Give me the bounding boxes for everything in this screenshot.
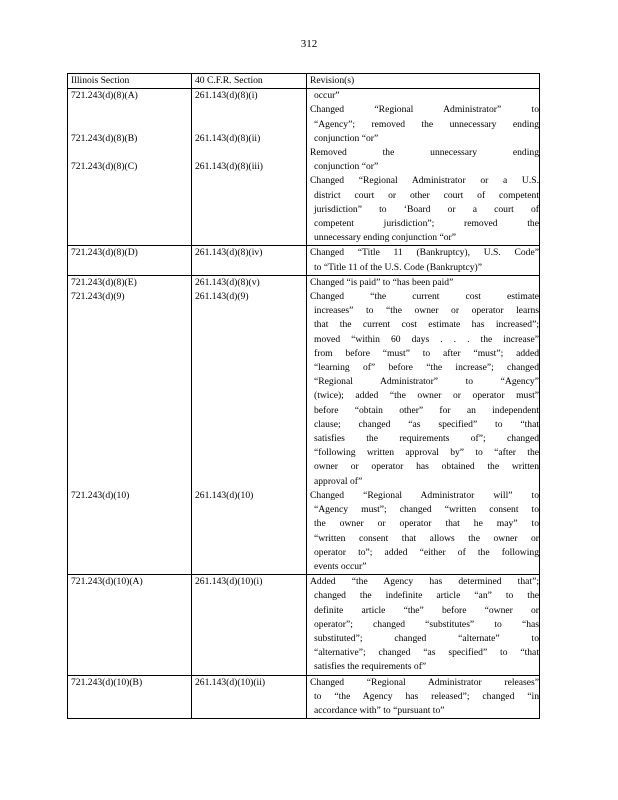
cfr-section: 261.143(d)(8)(iv) bbox=[195, 247, 263, 259]
revisions-table bbox=[67, 73, 540, 719]
revision-line: “Regional Administrator” to “Agency” bbox=[314, 376, 539, 388]
revision-cell bbox=[307, 575, 540, 675]
revision-line: conjunction “or” bbox=[314, 132, 379, 144]
cfr-section: 261.143(d)(10)(i) bbox=[195, 576, 263, 588]
illinois-section: 721.243(d)(8)(D) bbox=[71, 247, 138, 259]
cfr-section: 261.143(d)(9) bbox=[195, 291, 249, 303]
revision-line: “Agency must”; changed “written consent to bbox=[314, 504, 539, 516]
revision-line: “Agency”; removed the unnecessary ending bbox=[314, 118, 539, 130]
illinois-section: 721.243(d)(8)(C) bbox=[71, 161, 138, 173]
revision-line: (twice); added “the owner or operator must” bbox=[314, 390, 539, 402]
revision-line: that the current cost estimate has increased”; bbox=[314, 319, 539, 331]
revision-line: conjunction “or” bbox=[314, 161, 379, 173]
table-row bbox=[68, 675, 540, 719]
illinois-section: 721.243(d)(8)(E) bbox=[71, 276, 137, 288]
cfr-section-cell bbox=[192, 575, 307, 675]
revision-line: “written consent that allows the owner or bbox=[314, 532, 539, 544]
illinois-section-cell bbox=[68, 675, 192, 719]
revision-line: competent jurisdiction”; removed the bbox=[314, 218, 539, 230]
table-row bbox=[68, 246, 540, 275]
revision-line: to “Title 11 of the U.S. Code (Bankruptcy)” bbox=[314, 261, 482, 273]
table-header-row bbox=[68, 74, 540, 89]
revision-line: “alternative”; changed “as specified” to “that bbox=[314, 647, 539, 659]
revision-line: clause; changed “as specified” to “that bbox=[314, 418, 539, 430]
revision-line: approval of” bbox=[314, 475, 363, 487]
illinois-section-cell bbox=[68, 89, 192, 246]
revision-line: satisfies the requirements of”; changed bbox=[314, 433, 539, 445]
revision-line: the owner or operator that he may” to bbox=[314, 518, 539, 530]
revision-line: unnecessary ending conjunction “or” bbox=[314, 232, 456, 244]
revision-cell bbox=[307, 275, 540, 574]
revision-line: operator to”; added “either of the following bbox=[314, 546, 539, 558]
revision-line: changed the indefinite article “an” to the bbox=[314, 590, 539, 602]
illinois-section: 721.243(d)(10)(A) bbox=[71, 576, 143, 588]
revision-line: definite article “the” before “owner or bbox=[314, 604, 539, 616]
cfr-section: 261.143(d)(10) bbox=[195, 489, 254, 501]
cfr-section-cell bbox=[192, 275, 307, 574]
revision-line: jurisdiction” to ‘Board or a court of bbox=[314, 203, 539, 215]
revision-line: Changed “Title 11 (Bankruptcy), U.S. Code” bbox=[310, 247, 539, 259]
table-row bbox=[68, 575, 540, 675]
revision-line: occur” bbox=[314, 90, 340, 102]
revision-line: Changed “Regional Administrator or a U.S. bbox=[310, 175, 539, 187]
revision-cell bbox=[307, 675, 540, 719]
illinois-section: 721.243(d)(8)(A) bbox=[71, 90, 138, 102]
page-number: 312 bbox=[300, 38, 318, 50]
illinois-section: 721.243(d)(10)(B) bbox=[71, 676, 143, 688]
illinois-section: 721.243(d)(9) bbox=[71, 291, 125, 303]
revision-line: increases” to “the owner or operator learns bbox=[314, 305, 539, 317]
illinois-section-cell bbox=[68, 575, 192, 675]
header-illinois-section: Illinois Section bbox=[68, 74, 192, 89]
revision-line: from before “must” to after “must”; added bbox=[314, 347, 539, 359]
revision-line: satisfies the requirements of” bbox=[314, 661, 427, 673]
revision-line: Changed “the current cost estimate bbox=[310, 291, 539, 303]
revision-line: Changed “Regional Administrator” to bbox=[310, 104, 539, 116]
cfr-section: 261.143(d)(8)(i) bbox=[195, 90, 258, 102]
revision-line: Changed “Regional Administrator will” to bbox=[310, 489, 539, 501]
revision-line: moved “within 60 days . . . the increase” bbox=[314, 333, 539, 345]
cfr-section-cell bbox=[192, 89, 307, 246]
header-cfr-section: 40 C.F.R. Section bbox=[192, 74, 307, 89]
revision-line: events occur” bbox=[314, 560, 367, 572]
illinois-section-cell bbox=[68, 275, 192, 574]
revision-line: before “obtain other” for an independent bbox=[314, 404, 539, 416]
revision-line: operator”; changed “substitutes” to “has bbox=[314, 618, 539, 630]
revision-line: to “the Agency has released”; changed “in bbox=[314, 690, 539, 702]
revision-line: district court or other court of competent bbox=[314, 189, 539, 201]
revision-cell bbox=[307, 246, 540, 275]
cfr-section: 261.143(d)(10)(ii) bbox=[195, 676, 266, 688]
revision-line: Removed the unnecessary ending bbox=[310, 147, 539, 159]
cfr-section: 261.143(d)(8)(iii) bbox=[195, 161, 263, 173]
revision-line: Added “the Agency has determined that”; bbox=[310, 576, 539, 588]
cfr-section: 261.143(d)(8)(v) bbox=[195, 276, 260, 288]
table-row bbox=[68, 275, 540, 574]
header-revisions: Revision(s) bbox=[307, 74, 540, 89]
cfr-section-cell bbox=[192, 246, 307, 275]
cfr-section-cell bbox=[192, 675, 307, 719]
revision-line: “learning of” before “the increase”; changed bbox=[314, 362, 539, 374]
revision-cell bbox=[307, 89, 540, 246]
revision-line: accordance with” to “pursuant to” bbox=[314, 704, 445, 716]
revision-line: Changed “is paid” to “has been paid” bbox=[310, 276, 454, 288]
revision-line: Changed “Regional Administrator releases” bbox=[310, 676, 539, 688]
table-row bbox=[68, 89, 540, 246]
revision-line: “following written approval by” to “after the bbox=[314, 447, 539, 459]
illinois-section-cell bbox=[68, 246, 192, 275]
illinois-section: 721.243(d)(8)(B) bbox=[71, 132, 138, 144]
illinois-section: 721.243(d)(10) bbox=[71, 489, 130, 501]
revision-line: substituted”; changed “alternate” to bbox=[314, 632, 539, 644]
cfr-section: 261.143(d)(8)(ii) bbox=[195, 132, 261, 144]
revision-line: owner or operator has obtained the written bbox=[314, 461, 539, 473]
